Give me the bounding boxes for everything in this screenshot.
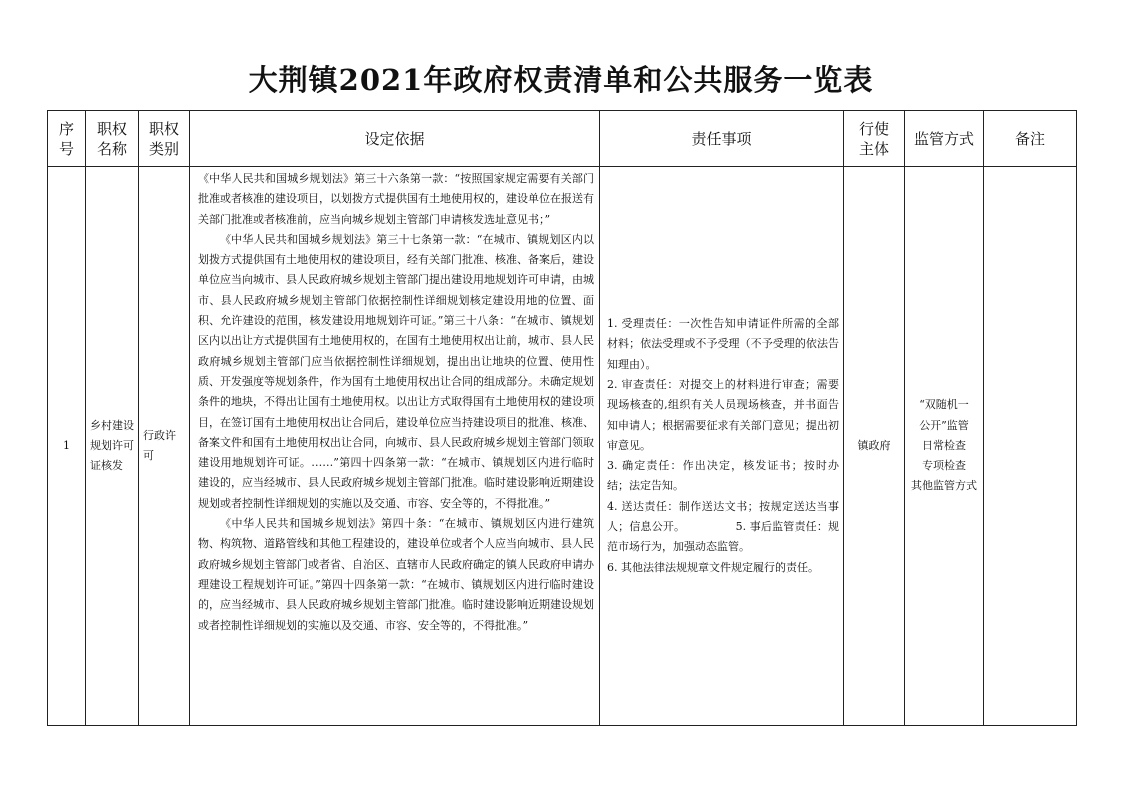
responsibility-item: 2. 审查责任：对提交上的材料进行审查；需要现场核查的,组织有关人员现场核查，并书面告知申请人；根据需要征求有关部门意见；提出初审意见。 bbox=[607, 377, 839, 452]
responsibility-item: 4. 送达责任：制作送达文书；按规定送达当事人；信息公开。 5. 事后监管责任：规范市场行为，加强动态监管。 bbox=[607, 499, 839, 554]
header-supervision: 监管方式 bbox=[905, 111, 984, 167]
supervision-line: 公开”监管 bbox=[919, 418, 969, 432]
supervision-line: “双随机一 bbox=[919, 398, 969, 412]
cell-power-category: 行政许可 bbox=[139, 167, 190, 726]
header-basis: 设定依据 bbox=[190, 111, 600, 167]
responsibility-item: 3. 确定责任：作出决定，核发证书；按时办结；法定告知。 bbox=[607, 459, 839, 493]
header-subject-line: 行使 bbox=[858, 119, 889, 138]
cell-seq: 1 bbox=[48, 167, 86, 726]
cell-subject: 镇政府 bbox=[844, 167, 905, 726]
supervision-line: 其他监管方式 bbox=[911, 479, 977, 493]
header-subject bbox=[844, 111, 905, 167]
cell-responsibility bbox=[600, 167, 844, 726]
header-seq-line: 序 bbox=[58, 119, 74, 138]
header-subject-line: 主体 bbox=[858, 139, 889, 158]
basis-paragraph: 《中华人民共和国城乡规划法》第三十七条第一款：“在城市、镇规划区内以划拨方式提供国有土地使用权的建设项目，经有关部门批准、核准、备案后，建设单位应当向城市、县人民政府城乡规划主管部门提出建设用地规划许可申请，由城市、县人民政府城乡规划主管部门依据控制性详细规划核定建设用地的位置、面积、允许建设的范围，核发建设用地规划许可证。”第三十八条：“在城市、镇规划区内以出让方式提供国有土地使用权的，在国有土地使用权出让前，城市、县人民政府城乡规划主管部门应当依据控制性详细规划，提出出让地块的位置、使用性质、开发强度等规划条件，作为国有土地使用权出让合同的组成部分。未确定规划条件的地块，不得出让国有土地使用权。以出让方式取得国有土地使用权的建设项目，在签订国有土地使用权出让合同后，建设单位应当持建设项目的批准、核准、备案文件和国有土地使用权出让合同，向城市、县人民政府城乡规划主管部门领取建设用地规划许可证。……”第四十四条第一款：“在城市、镇规划区内进行临时建设的，应当经城市、县人民政府城乡规划主管部门批准。临时建设影响近期建设规划或者控制性详细规划的实施以及交通、市容、安全等的，不得批准。” bbox=[198, 232, 594, 510]
header-seq-line: 号 bbox=[58, 139, 74, 158]
header-category bbox=[139, 111, 190, 167]
supervision-line: 日常检查 bbox=[922, 438, 966, 452]
header-category-line: 职权 bbox=[148, 119, 179, 138]
header-remarks: 备注 bbox=[984, 111, 1077, 167]
cell-power-name: 乡村建设规划许可证核发 bbox=[86, 167, 139, 726]
cell-remarks bbox=[984, 167, 1077, 726]
header-seq bbox=[48, 111, 86, 167]
cell-basis bbox=[190, 167, 600, 726]
header-row bbox=[48, 111, 1077, 167]
page-title: 大荆镇2021年政府权责清单和公共服务一览表 bbox=[248, 63, 874, 97]
supervision-line: 专项检查 bbox=[922, 459, 966, 473]
basis-paragraph: 《中华人民共和国城乡规划法》第四十条：“在城市、镇规划区内进行建筑物、构筑物、道路管线和其他工程建设的，建设单位或者个人应当向城市、县人民政府城乡规划主管部门或者省、自治区、直辖市人民政府确定的镇人民政府申请办理建设工程规划许可证。”第四十四条第一款：“在城市、镇规划区内进行临时建设的，应当经城市、县人民政府城乡规划主管部门批准。临时建设影响近期建设规划或者控制性详细规划的实施以及交通、市容、安全等的，不得批准。” bbox=[198, 517, 594, 632]
basis-paragraph: 《中华人民共和国城乡规划法》第三十六条第一款：“按照国家规定需要有关部门批准或者核准的建设项目，以划拨方式提供国有土地使用权的，建设单位在报送有关部门批准或者核准前，应当向城乡规划主管部门申请核发选址意见书；” bbox=[198, 172, 594, 226]
header-name bbox=[86, 111, 139, 167]
header-name-line: 职权 bbox=[96, 119, 127, 138]
responsibility-item: 1. 受理责任：一次性告知申请证件所需的全部材料；依法受理或不予受理（不予受理的依法告知理由）。 bbox=[607, 317, 839, 371]
power-list-table bbox=[47, 110, 1077, 726]
table-row bbox=[48, 167, 1077, 726]
header-responsibility: 责任事项 bbox=[600, 111, 844, 167]
header-name-line: 名称 bbox=[96, 139, 127, 158]
responsibility-item: 6. 其他法律法规规章文件规定履行的责任。 bbox=[607, 560, 819, 574]
header-category-line: 类别 bbox=[148, 139, 179, 158]
cell-supervision bbox=[905, 167, 984, 726]
